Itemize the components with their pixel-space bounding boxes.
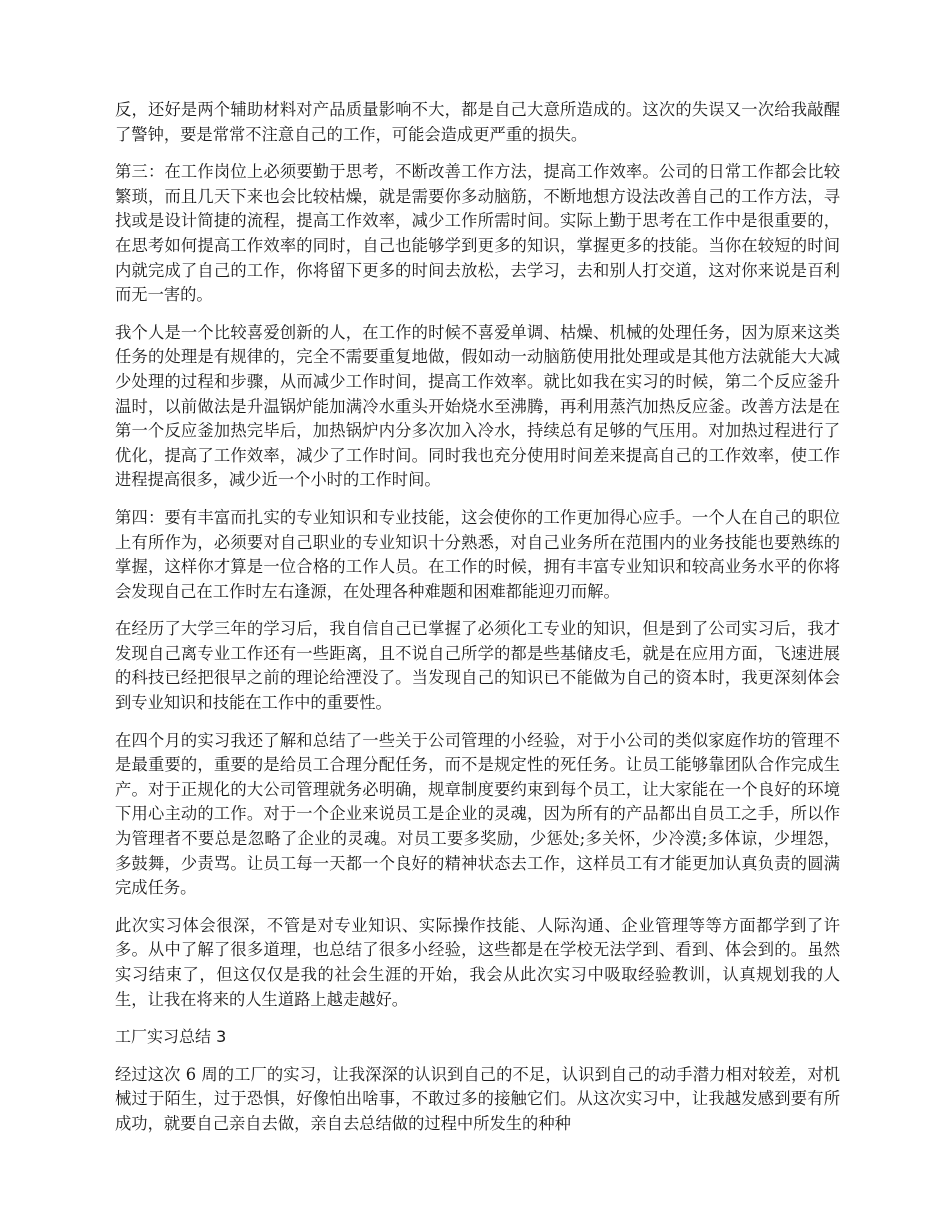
paragraph-quality-mistake: 反，还好是两个辅助材料对产品质量影响不大，都是自己大意所造成的。这次的失误又一次给我敲醒了警钟，要是常常不注意自己的工作，可能会造成更严重的损失。 [115,100,840,144]
paragraph-point-four: 第四：要有丰富而扎实的专业知识和专业技能，这会使你的工作更加得心应手。一个人在自己的职位上有所作为，必须要对自己职业的专业知识十分熟悉，对自己业务所在范围内的业务技能也要熟练的掌握，这样你才算是一位合格的工作人员。在工作的时候，拥有丰富专业知识和较高业务水平的你将会发现自己在工作时左右逢源，在处理各种难题和困难都能迎刃而解。 [115,507,840,601]
paragraph-management: 在四个月的实习我还了解和总结了一些关于公司管理的小经验，对于小公司的类似家庭作坊的管理不是最重要的，重要的是给员工合理分配任务，而不是规定性的死任务。让员工能够靠团队合作完成生产。对于正规化的大公司管理就务必明确，规章制度要约束到每个员工，让大家能在一个良好的环境下用心主动的工作。对于一个企业来说员工是企业的灵魂，因为所有的产品都出自员工之手，所以作为管理者不要总是忽略了企业的灵魂。对员工要多奖励，少惩处;多关怀，少冷漠;多体谅，少埋怨，多鼓舞，少责骂。让员工每一天都一个良好的精神状态去工作，这样员工有才能更加认真负责的圆满完成任务。 [115,730,840,898]
paragraph-factory-summary: 经过这次 6 周的工厂的实习，让我深深的认识到自己的不足，认识到自己的动手潜力相对较差，对机械过于陌生，过于恐惧，好像怕出啥事，不敢过多的接触它们。从这次实习中，让我越发感到要有所成功，就要自己亲自去做，亲自去总结做的过程中所发生的种种 [115,1064,840,1133]
paragraph-conclusion: 此次实习体会很深，不管是对专业知识、实际操作技能、人际沟通、企业管理等等方面都学到了许多。从中了解了很多道理，也总结了很多小经验，这些都是在学校无法学到、看到、体会到的。虽然实习结束了，但这仅仅是我的社会生涯的开始，我会从此次实习中吸取经验教训，认真规划我的人生，让我在将来的人生道路上越走越好。 [115,915,840,1009]
paragraph-professional-knowledge: 在经历了大学三年的学习后，我自信自己已掌握了必须化工专业的知识，但是到了公司实习后，我才发现自己离专业工作还有一些距离，且不说自己所学的都是些基储皮毛，就是在应用方面，飞速进展的科技已经把很早之前的理论给湮没了。当发现自己的知识已不能做为自己的资本时，我更深刻体会到专业知识和技能在工作中的重要性。 [115,619,840,713]
section-heading: 工厂实习总结 3 [115,1027,227,1047]
paragraph-point-three: 第三：在工作岗位上必须要勤于思考，不断改善工作方法，提高工作效率。公司的日常工作都会比较繁琐，而且几天下来也会比较枯燥，就是需要你多动脑筋，不断地想方设法改善自己的工作方法，寻找或是设计简捷的流程，提高工作效率，减少工作所需时间。实际上勤于思考在工作中是很重要的，在思考如何提高工作效率的同时，自己也能够学到更多的知识，掌握更多的技能。当你在较短的时间内就完成了自己的工作，你将留下更多的时间去放松，去学习，去和别人打交道，这对你来说是百利而无一害的。 [115,162,840,305]
document-page [115,98,840,1150]
paragraph-innovation: 我个人是一个比较喜爱创新的人，在工作的时候不喜爱单调、枯燥、机械的处理任务，因为原来这类任务的处理是有规律的，完全不需要重复地做，假如动一动脑筋使用批处理或是其他方法就能大大减少处理的过程和步骤，从而减少工作时间，提高工作效率。就比如我在实习的时候，第二个反应釜升温时，以前做法是升温锅炉能加满冷水重头开始烧水至沸腾，再利用蒸汽加热反应釜。改善方法是在第一个反应釜加热完毕后，加热锅炉内分多次加入冷水，持续总有足够的气压用。对加热过程进行了优化，提高了工作效率，减少了工作时间。同时我也充分使用时间差来提高自己的工作效率，使工作进程提高很多，减少近一个小时的工作时间。 [115,322,840,490]
